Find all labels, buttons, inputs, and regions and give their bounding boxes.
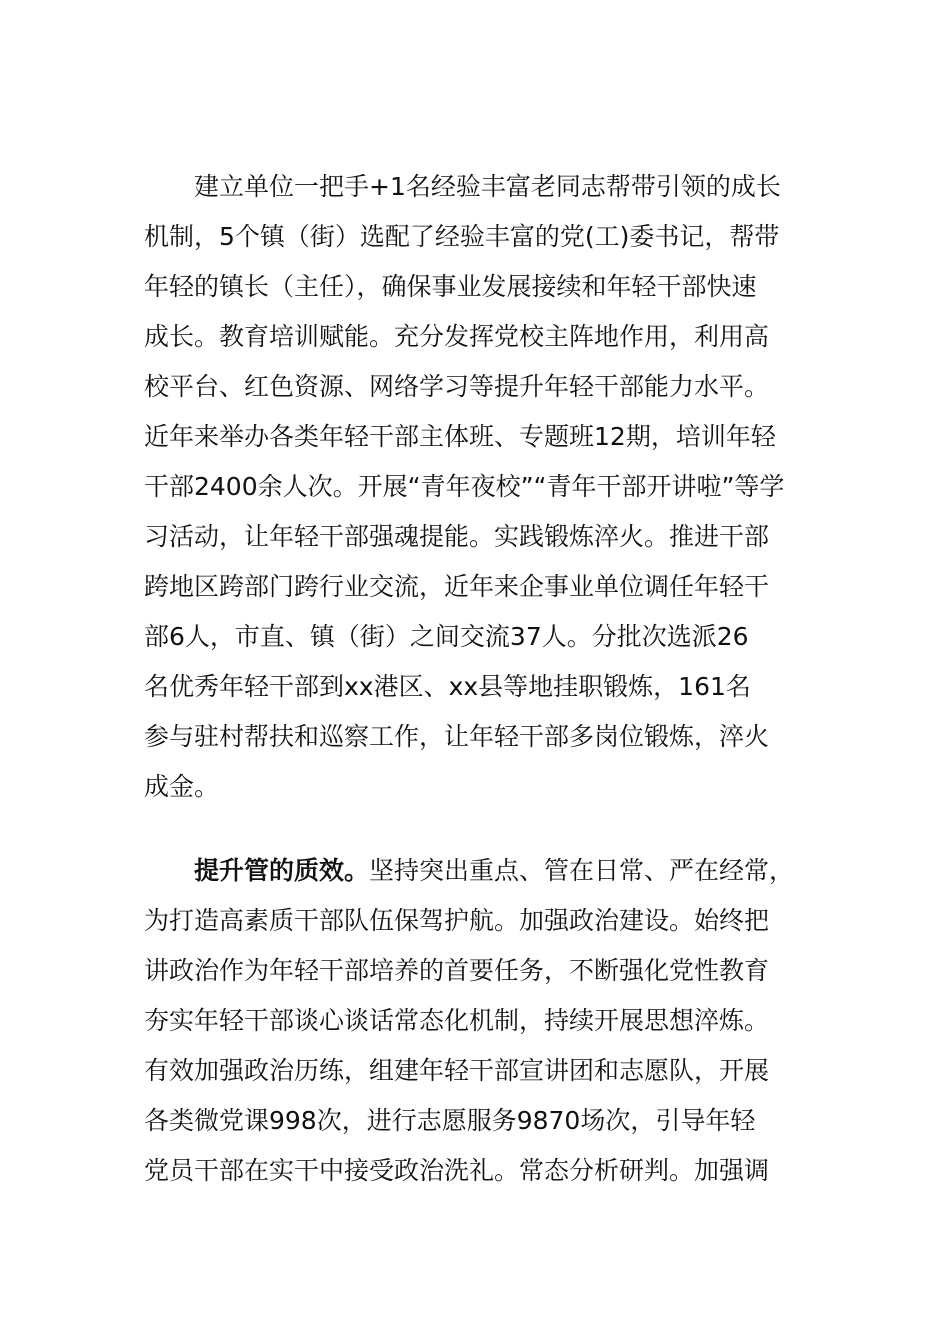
paragraph-line: 近年来举办各类年轻干部主体班、专题班12期，培训年轻 [144,422,776,451]
paragraph-line: 党员干部在实干中接受政治洗礼。常态分析研判。加强调 [144,1156,770,1185]
paragraph-line: 讲政治作为年轻干部培养的首要任务，不断强化党性教育 [144,956,770,985]
paragraph-line: 习活动，让年轻干部强魂提能。实践锻炼淬火。推进干部 [144,522,770,551]
paragraph-line: 校平台、红色资源、网络学习等提升年轻干部能力水平。 [144,372,770,401]
paragraph-line: 为打造高素质干部队伍保驾护航。加强政治建设。始终把 [144,906,770,935]
section-heading: 提升管的质效。 [194,856,370,885]
paragraph-first-line [144,846,824,896]
paragraph-line: 夯实年轻干部谈心谈话常态化机制，持续开展思想淬炼。 [144,1006,770,1035]
paragraph-line: 名优秀年轻干部到xx港区、xx县等地挂职锻炼，161名 [144,672,751,701]
paragraph-line: 干部2400余人次。开展“青年夜校”“青年干部开讲啦”等学 [144,472,785,501]
paragraph-line: 成金。 [144,772,220,801]
paragraph-line: 跨地区跨部门跨行业交流，近年来企事业单位调任年轻干 [144,572,770,601]
paragraph-line: 成长。教育培训赋能。充分发挥党校主阵地作用，利用高 [144,322,770,351]
paragraph-line: 年轻的镇长（主任），确保事业发展接续和年轻干部快速 [144,272,757,301]
paragraph-line: 参与驻村帮扶和巡察工作，让年轻干部多岗位锻炼，淬火 [144,722,770,751]
paragraph-text: 坚持突出重点、管在日常、严在经常， [369,856,795,885]
paragraph-line: 各类微党课998次，进行志愿服务9870场次，引导年轻 [144,1106,756,1135]
paragraph-management-effectiveness [144,846,824,1196]
paragraph-line: 部6人，市直、镇（街）之间交流37人。分批次选派26 [144,622,749,651]
paragraph-line: 有效加强政治历练，组建年轻干部宣讲团和志愿队，开展 [144,1056,770,1085]
paragraph-growth-mechanism [144,162,824,812]
paragraph-line: 机制，5个镇（街）选配了经验丰富的党(工)委书记，帮带 [144,222,780,251]
paragraph-line: 建立单位一把手+1名经验丰富老同志帮带引领的成长 [194,172,781,201]
